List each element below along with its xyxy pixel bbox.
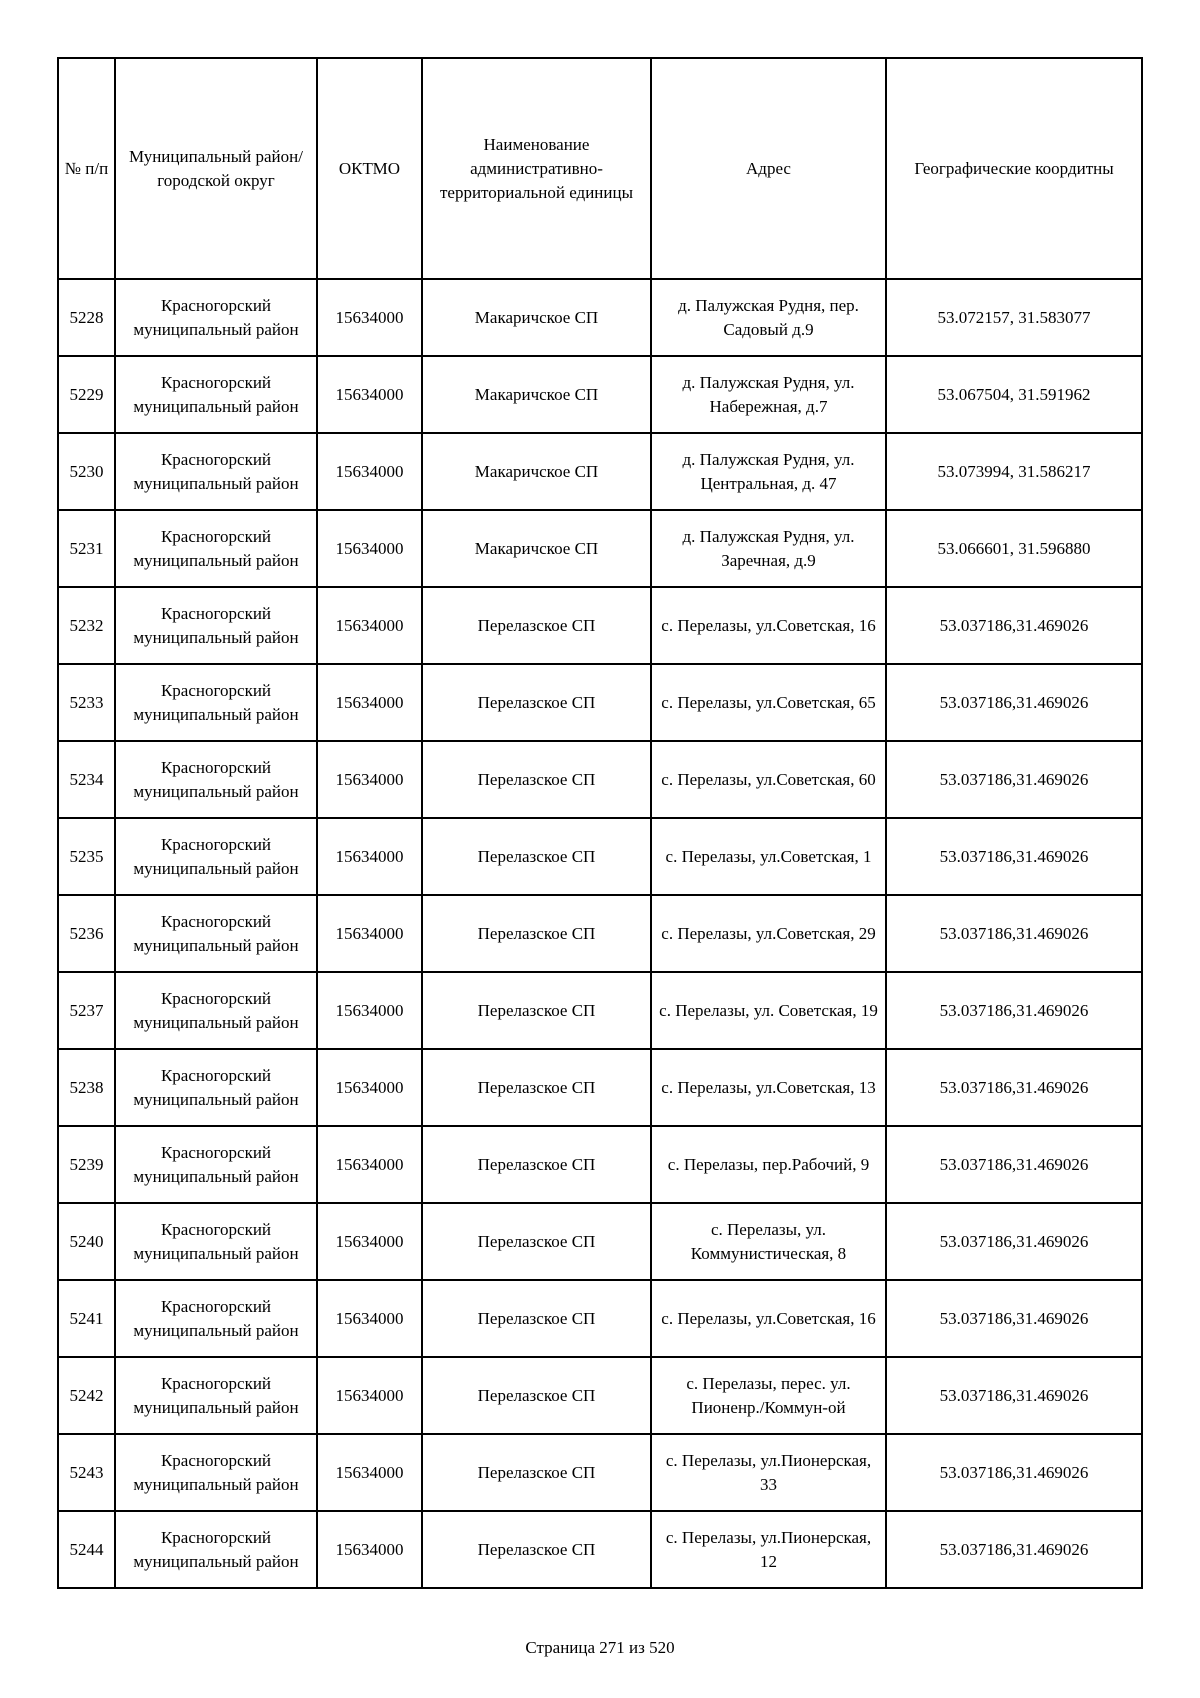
- page-footer: Страница 271 из 520: [525, 1638, 675, 1657]
- cell-unit: Перелазское СП: [422, 972, 651, 1049]
- cell-unit: Макаричское СП: [422, 279, 651, 356]
- cell-unit: Перелазское СП: [422, 1203, 651, 1280]
- cell-unit: Перелазское СП: [422, 1049, 651, 1126]
- cell-oktmo: 15634000: [317, 972, 422, 1049]
- cell-num: 5232: [58, 587, 115, 664]
- cell-unit: Перелазское СП: [422, 1280, 651, 1357]
- cell-oktmo: 15634000: [317, 356, 422, 433]
- cell-num: 5238: [58, 1049, 115, 1126]
- cell-coords: 53.037186,31.469026: [886, 818, 1142, 895]
- cell-district: Красногорский муниципальный район: [115, 1280, 317, 1357]
- cell-coords: 53.037186,31.469026: [886, 741, 1142, 818]
- header-unit: Наименование административно-территориальной единицы: [422, 58, 651, 279]
- cell-district: Красногорский муниципальный район: [115, 279, 317, 356]
- cell-oktmo: 15634000: [317, 1126, 422, 1203]
- cell-district: Красногорский муниципальный район: [115, 895, 317, 972]
- header-address: Адрес: [651, 58, 886, 279]
- cell-district: Красногорский муниципальный район: [115, 510, 317, 587]
- cell-address: с. Перелазы, ул. Советская, 19: [651, 972, 886, 1049]
- cell-district: Красногорский муниципальный район: [115, 1434, 317, 1511]
- table-row: [58, 818, 1142, 895]
- cell-coords: 53.037186,31.469026: [886, 895, 1142, 972]
- cell-unit: Перелазское СП: [422, 664, 651, 741]
- table-row: [58, 1280, 1142, 1357]
- cell-oktmo: 15634000: [317, 741, 422, 818]
- cell-district: Красногорский муниципальный район: [115, 1357, 317, 1434]
- cell-district: Красногорский муниципальный район: [115, 664, 317, 741]
- cell-oktmo: 15634000: [317, 1511, 422, 1588]
- cell-district: Красногорский муниципальный район: [115, 1126, 317, 1203]
- cell-address: с. Перелазы, перес. ул. Пионенр./Коммун-ой: [651, 1357, 886, 1434]
- cell-num: 5237: [58, 972, 115, 1049]
- cell-num: 5228: [58, 279, 115, 356]
- cell-address: с. Перелазы, ул.Советская, 29: [651, 895, 886, 972]
- cell-coords: 53.066601, 31.596880: [886, 510, 1142, 587]
- cell-district: Красногорский муниципальный район: [115, 433, 317, 510]
- cell-coords: 53.037186,31.469026: [886, 1434, 1142, 1511]
- cell-oktmo: 15634000: [317, 587, 422, 664]
- cell-oktmo: 15634000: [317, 279, 422, 356]
- cell-coords: 53.037186,31.469026: [886, 1126, 1142, 1203]
- table-row: [58, 741, 1142, 818]
- table-row: [58, 1203, 1142, 1280]
- cell-address: с. Перелазы, ул.Пионерская, 12: [651, 1511, 886, 1588]
- cell-address: д. Палужская Рудня, ул. Набережная, д.7: [651, 356, 886, 433]
- cell-coords: 53.037186,31.469026: [886, 1357, 1142, 1434]
- cell-unit: Перелазское СП: [422, 587, 651, 664]
- cell-coords: 53.072157, 31.583077: [886, 279, 1142, 356]
- cell-num: 5240: [58, 1203, 115, 1280]
- cell-unit: Макаричское СП: [422, 433, 651, 510]
- cell-coords: 53.037186,31.469026: [886, 664, 1142, 741]
- cell-coords: 53.037186,31.469026: [886, 587, 1142, 664]
- header-num: № п/п: [58, 58, 115, 279]
- cell-oktmo: 15634000: [317, 1280, 422, 1357]
- cell-num: 5236: [58, 895, 115, 972]
- cell-unit: Перелазское СП: [422, 1434, 651, 1511]
- cell-address: с. Перелазы, ул.Пионерская, 33: [651, 1434, 886, 1511]
- header-oktmo: ОКТМО: [317, 58, 422, 279]
- cell-num: 5233: [58, 664, 115, 741]
- cell-num: 5235: [58, 818, 115, 895]
- table-row: [58, 972, 1142, 1049]
- table-row: [58, 433, 1142, 510]
- cell-unit: Макаричское СП: [422, 356, 651, 433]
- cell-num: 5244: [58, 1511, 115, 1588]
- cell-oktmo: 15634000: [317, 1049, 422, 1126]
- table-header: [58, 58, 1142, 279]
- table-row: [58, 356, 1142, 433]
- cell-num: 5243: [58, 1434, 115, 1511]
- cell-address: с. Перелазы, пер.Рабочий, 9: [651, 1126, 886, 1203]
- cell-num: 5231: [58, 510, 115, 587]
- cell-address: с. Перелазы, ул.Советская, 13: [651, 1049, 886, 1126]
- table-row: [58, 1357, 1142, 1434]
- cell-district: Красногорский муниципальный район: [115, 741, 317, 818]
- cell-coords: 53.037186,31.469026: [886, 1049, 1142, 1126]
- cell-coords: 53.037186,31.469026: [886, 972, 1142, 1049]
- cell-unit: Перелазское СП: [422, 1357, 651, 1434]
- cell-district: Красногорский муниципальный район: [115, 818, 317, 895]
- cell-unit: Перелазское СП: [422, 1511, 651, 1588]
- cell-district: Красногорский муниципальный район: [115, 1203, 317, 1280]
- cell-address: с. Перелазы, ул.Советская, 16: [651, 1280, 886, 1357]
- cell-oktmo: 15634000: [317, 895, 422, 972]
- header-district: Муниципальный район/городской округ: [115, 58, 317, 279]
- table-row: [58, 1049, 1142, 1126]
- cell-address: с. Перелазы, ул.Советская, 60: [651, 741, 886, 818]
- cell-coords: 53.037186,31.469026: [886, 1280, 1142, 1357]
- cell-address: с. Перелазы, ул. Коммунистическая, 8: [651, 1203, 886, 1280]
- cell-district: Красногорский муниципальный район: [115, 1049, 317, 1126]
- cell-address: д. Палужская Рудня, пер. Садовый д.9: [651, 279, 886, 356]
- table-row: [58, 510, 1142, 587]
- cell-num: 5230: [58, 433, 115, 510]
- cell-unit: Перелазское СП: [422, 818, 651, 895]
- cell-oktmo: 15634000: [317, 510, 422, 587]
- cell-address: с. Перелазы, ул.Советская, 65: [651, 664, 886, 741]
- cell-num: 5242: [58, 1357, 115, 1434]
- cell-address: с. Перелазы, ул.Советская, 1: [651, 818, 886, 895]
- cell-address: д. Палужская Рудня, ул. Заречная, д.9: [651, 510, 886, 587]
- cell-coords: 53.037186,31.469026: [886, 1203, 1142, 1280]
- header-coords: Географические коордитны: [886, 58, 1142, 279]
- cell-district: Красногорский муниципальный район: [115, 587, 317, 664]
- cell-district: Красногорский муниципальный район: [115, 356, 317, 433]
- table-row: [58, 1434, 1142, 1511]
- cell-unit: Макаричское СП: [422, 510, 651, 587]
- cell-num: 5239: [58, 1126, 115, 1203]
- cell-oktmo: 15634000: [317, 433, 422, 510]
- table-row: [58, 895, 1142, 972]
- cell-oktmo: 15634000: [317, 1203, 422, 1280]
- cell-oktmo: 15634000: [317, 664, 422, 741]
- cell-district: Красногорский муниципальный район: [115, 1511, 317, 1588]
- header-row: [58, 58, 1142, 279]
- table-row: [58, 1126, 1142, 1203]
- registry-table: [57, 57, 1143, 1589]
- cell-address: д. Палужская Рудня, ул. Центральная, д. 47: [651, 433, 886, 510]
- cell-coords: 53.067504, 31.591962: [886, 356, 1142, 433]
- cell-oktmo: 15634000: [317, 1434, 422, 1511]
- cell-oktmo: 15634000: [317, 818, 422, 895]
- table-row: [58, 279, 1142, 356]
- cell-coords: 53.073994, 31.586217: [886, 433, 1142, 510]
- cell-address: с. Перелазы, ул.Советская, 16: [651, 587, 886, 664]
- cell-unit: Перелазское СП: [422, 741, 651, 818]
- cell-num: 5234: [58, 741, 115, 818]
- cell-num: 5229: [58, 356, 115, 433]
- cell-unit: Перелазское СП: [422, 895, 651, 972]
- cell-coords: 53.037186,31.469026: [886, 1511, 1142, 1588]
- cell-num: 5241: [58, 1280, 115, 1357]
- table-row: [58, 587, 1142, 664]
- table-row: [58, 664, 1142, 741]
- cell-oktmo: 15634000: [317, 1357, 422, 1434]
- cell-unit: Перелазское СП: [422, 1126, 651, 1203]
- table-body: [58, 279, 1142, 1588]
- cell-district: Красногорский муниципальный район: [115, 972, 317, 1049]
- table-row: [58, 1511, 1142, 1588]
